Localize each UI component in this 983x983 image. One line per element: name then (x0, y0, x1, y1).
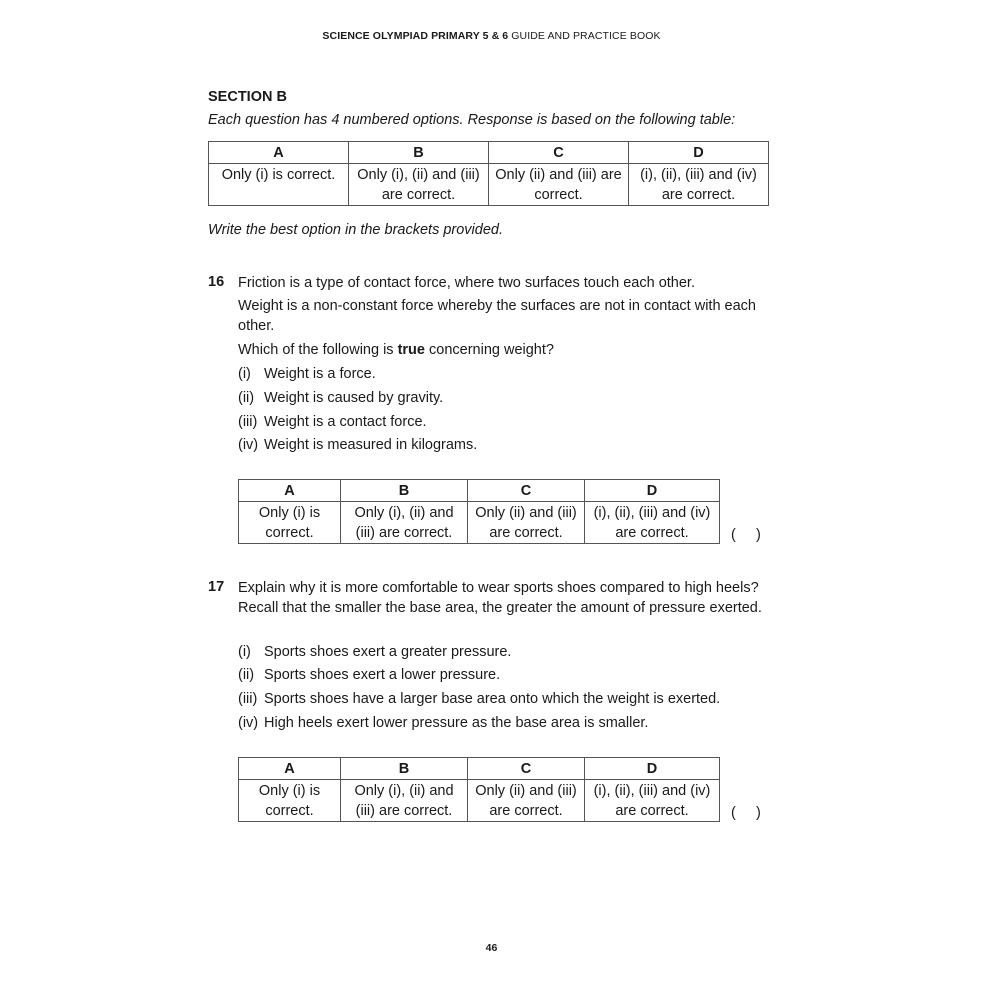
answer-cell-b (341, 780, 468, 822)
key-header-a: A (209, 142, 349, 164)
cell-line: (i), (ii), (iii) and (iv) (640, 167, 757, 183)
header-title-bold: SCIENCE OLYMPIAD PRIMARY 5 & 6 (322, 30, 509, 42)
answer-table-header-row (239, 480, 720, 502)
option-roman: (ii) (238, 667, 255, 683)
question-number-16: 16 (208, 274, 225, 290)
cell-line: are correct. (489, 803, 563, 819)
prompt-bold: true (397, 342, 425, 358)
cell-line: are correct. (661, 187, 736, 203)
prompt-text: Which of the following is (238, 342, 398, 358)
running-header (0, 30, 983, 42)
question-17-option-iii (238, 689, 720, 709)
prompt-text: concerning weight? (424, 342, 554, 358)
key-header-d: D (629, 142, 769, 164)
option-roman: (ii) (238, 390, 255, 406)
cell-line: are correct. (615, 803, 689, 819)
answer-table-row (239, 780, 720, 822)
cell-line: Only (ii) and (iii) (475, 505, 577, 521)
option-text: Sports shoes exert a greater pressure. (264, 644, 512, 660)
header-title-rest: GUIDE AND PRACTICE BOOK (511, 30, 661, 42)
cell-line: correct. (534, 187, 583, 203)
answer-header-d: D (585, 480, 720, 502)
question-17-option-ii (238, 665, 500, 685)
cell-line: Only (i) is correct. (221, 167, 336, 183)
question-17-option-iv (238, 713, 648, 733)
question-16-prompt (238, 340, 783, 360)
question-16-answer-bracket[interactable]: ( ) (731, 527, 761, 543)
question-16-option-iii (238, 412, 427, 432)
key-table (208, 141, 769, 206)
option-roman: (iv) (238, 437, 259, 453)
option-roman: (iii) (238, 414, 258, 430)
cell-line: Only (ii) and (iii) are (495, 167, 622, 183)
question-16-answer-table (238, 479, 720, 544)
answer-cell-c (468, 780, 585, 822)
question-16-option-ii (238, 388, 443, 408)
question-number-17: 17 (208, 579, 225, 595)
cell-line: Only (i) is (258, 783, 321, 799)
cell-line: correct. (265, 525, 314, 541)
answer-cell-a (239, 780, 341, 822)
question-16-stem-1: Friction is a type of contact force, where two surfaces touch each other. (238, 275, 695, 291)
question-17-answer-table (238, 757, 720, 822)
cell-line: are correct. (381, 187, 456, 203)
answer-header-c: C (468, 480, 585, 502)
option-text: Sports shoes exert a lower pressure. (264, 667, 501, 683)
cell-line: are correct. (615, 525, 689, 541)
answer-table-row (239, 502, 720, 544)
option-roman: (iv) (238, 715, 259, 731)
key-cell-a (209, 164, 349, 206)
option-text: Sports shoes have a larger base area onto which the weight is exerted. (264, 691, 721, 707)
cell-line: (iii) are correct. (355, 803, 453, 819)
cell-line: (i), (ii), (iii) and (iv) (593, 505, 711, 521)
answer-header-d: D (585, 758, 720, 780)
section-instruction: Each question has 4 numbered options. Response is based on the following table: (208, 112, 736, 128)
key-table-header-row (209, 142, 769, 164)
cell-line: (iii) are correct. (355, 525, 453, 541)
cell-line: Only (i), (ii) and (iii) (357, 167, 480, 183)
answer-cell-d (585, 502, 720, 544)
answer-header-b: B (341, 758, 468, 780)
question-17-option-i (238, 642, 511, 662)
option-text: Weight is caused by gravity. (264, 390, 444, 406)
answer-cell-c (468, 502, 585, 544)
option-roman: (i) (238, 644, 251, 660)
write-instruction: Write the best option in the brackets provided. (208, 222, 503, 238)
cell-line: (i), (ii), (iii) and (iv) (593, 783, 711, 799)
cell-line: Only (i) is (258, 505, 321, 521)
question-17-stem: Explain why it is more comfortable to wear sports shoes compared to high heels? Recall that the smaller the base area, the greater the amount of pressure exerted. (238, 580, 762, 616)
answer-header-b: B (341, 480, 468, 502)
question-17-answer-bracket[interactable]: ( ) (731, 805, 761, 821)
cell-line: are correct. (489, 525, 563, 541)
page-number: 46 (485, 942, 498, 954)
answer-header-a: A (239, 480, 341, 502)
answer-cell-b (341, 502, 468, 544)
key-table-row (209, 164, 769, 206)
answer-cell-a (239, 502, 341, 544)
question-16-stem-2: Weight is a non-constant force whereby the surfaces are not in contact with each other. (238, 298, 756, 334)
answer-table-header-row (239, 758, 720, 780)
cell-line: Only (i), (ii) and (354, 505, 454, 521)
option-text: Weight is a force. (264, 366, 376, 382)
question-16-option-iv (238, 435, 477, 455)
key-cell-d (629, 164, 769, 206)
key-header-b: B (349, 142, 489, 164)
option-text: High heels exert lower pressure as the base area is smaller. (264, 715, 649, 731)
option-text: Weight is a contact force. (264, 414, 427, 430)
key-cell-b (349, 164, 489, 206)
cell-line: Only (i), (ii) and (354, 783, 454, 799)
cell-line: Only (ii) and (iii) (475, 783, 577, 799)
answer-header-c: C (468, 758, 585, 780)
section-title: SECTION B (208, 89, 287, 105)
answer-header-a: A (239, 758, 341, 780)
option-roman: (i) (238, 366, 251, 382)
cell-line: correct. (265, 803, 314, 819)
answer-cell-d (585, 780, 720, 822)
option-roman: (iii) (238, 691, 258, 707)
key-cell-c (489, 164, 629, 206)
key-header-c: C (489, 142, 629, 164)
question-16-option-i (238, 364, 376, 384)
option-text: Weight is measured in kilograms. (264, 437, 478, 453)
